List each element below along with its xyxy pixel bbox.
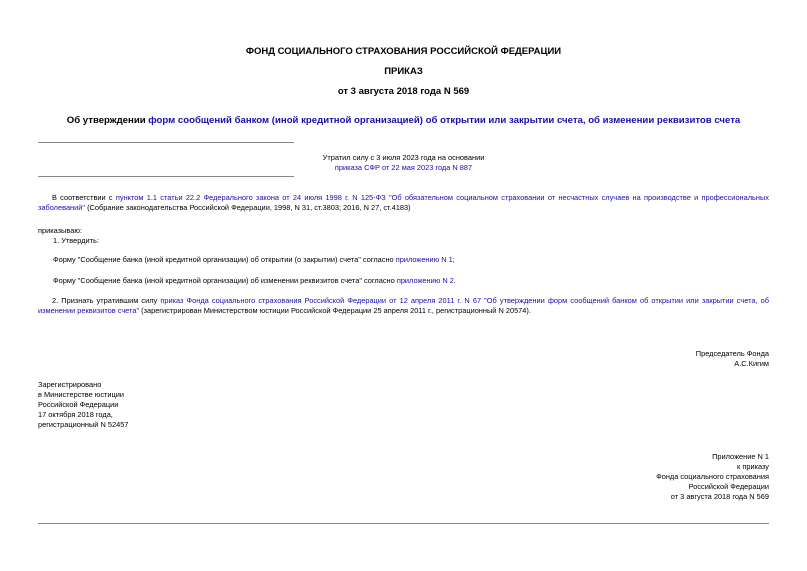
preamble-start: В соответствии с — [52, 193, 116, 202]
form-1-end: ; — [452, 255, 455, 264]
registration-line-2: в Министерстве юстиции — [38, 390, 125, 399]
registration-line-3: Российской Федерации — [38, 400, 119, 409]
divider-bottom — [38, 523, 769, 524]
status-note — [0, 153, 807, 173]
order-word: приказываю: — [38, 226, 82, 235]
item-2-start: 2. Признать утратившим силу — [52, 296, 161, 305]
divider-middle — [38, 176, 294, 177]
doc-title-prefix: Об утверждении — [66, 115, 149, 126]
doc-type-heading: ПРИКАЗ — [384, 66, 423, 77]
preamble-paragraph — [38, 193, 769, 213]
form-1-text: Форму "Сообщение банка (иной кредитной организации) об открытии (о закрытии) счета" согласно — [53, 255, 396, 264]
signature-position: Председатель Фонда — [695, 349, 769, 358]
form-1-line — [53, 255, 455, 265]
registration-block — [38, 380, 128, 430]
status-note-text: Утратил силу с 3 июля 2023 года на основании — [322, 153, 485, 162]
status-note-link[interactable]: приказа СФР от 22 мая 2023 года N 887 — [334, 163, 473, 172]
preamble-end: (Собрание законодательства Российской Федерации, 1998, N 31, ст.3803; 2016, N 27, ст.4183) — [85, 203, 411, 212]
preamble-law-link[interactable]: пунктом 1.1 статьи 22.2 Федерального закона от 24 июля 1998 г. N 125-ФЗ "Об обязательном социальном страховании от несчастных случаев на производстве и профессиональных заболеваний" — [38, 193, 769, 212]
registration-line-5: регистрационный N 52457 — [38, 420, 129, 429]
repealed-order-link[interactable]: приказ Фонда социального страхования Российской Федерации от 12 апреля 2011 г. N 67 "Об утверждении форм сообщений банком об открытии или закрытии счета, об изменении реквизитов счета" — [38, 296, 769, 315]
item-2-end: (зарегистрирован Министерством юстиции Российской Федерации 25 апреля 2011 г., регистрационный N 20574). — [139, 306, 531, 315]
appendix-line-4: Российской Федерации — [688, 482, 769, 491]
registration-line-1: Зарегистрировано — [38, 380, 102, 389]
appendix-line-5: от 3 августа 2018 года N 569 — [670, 492, 769, 501]
doc-title-link[interactable]: форм сообщений банком (иной кредитной организацией) об открытии или закрытии счета, об изменении реквизитов счета — [148, 115, 741, 126]
appendix-1-link[interactable]: приложению N 1 — [395, 255, 453, 264]
signature-name: А.С.Кигим — [734, 359, 769, 368]
appendix-line-2: к приказу — [737, 462, 769, 471]
doc-title — [0, 115, 807, 126]
org-heading: ФОНД СОЦИАЛЬНОГО СТРАХОВАНИЯ РОССИЙСКОЙ ФЕДЕРАЦИИ — [245, 46, 562, 57]
appendix-2-link[interactable]: приложению N 2 — [396, 276, 454, 285]
appendix-line-3: Фонда социального страхования — [656, 472, 769, 481]
appendix-block — [656, 452, 769, 502]
doc-date-heading: от 3 августа 2018 года N 569 — [337, 86, 470, 97]
item-2-paragraph — [38, 296, 769, 316]
divider-top — [38, 142, 294, 143]
appendix-line-1: Приложение N 1 — [712, 452, 769, 461]
registration-line-4: 17 октября 2018 года, — [38, 410, 113, 419]
form-2-end: . — [453, 276, 456, 285]
form-2-text: Форму "Сообщение банка (иной кредитной организации) об изменении реквизитов счета" согласно — [53, 276, 397, 285]
signature-block — [696, 349, 769, 369]
item-1-heading: 1. Утвердить: — [53, 236, 99, 245]
form-2-line — [53, 276, 456, 286]
